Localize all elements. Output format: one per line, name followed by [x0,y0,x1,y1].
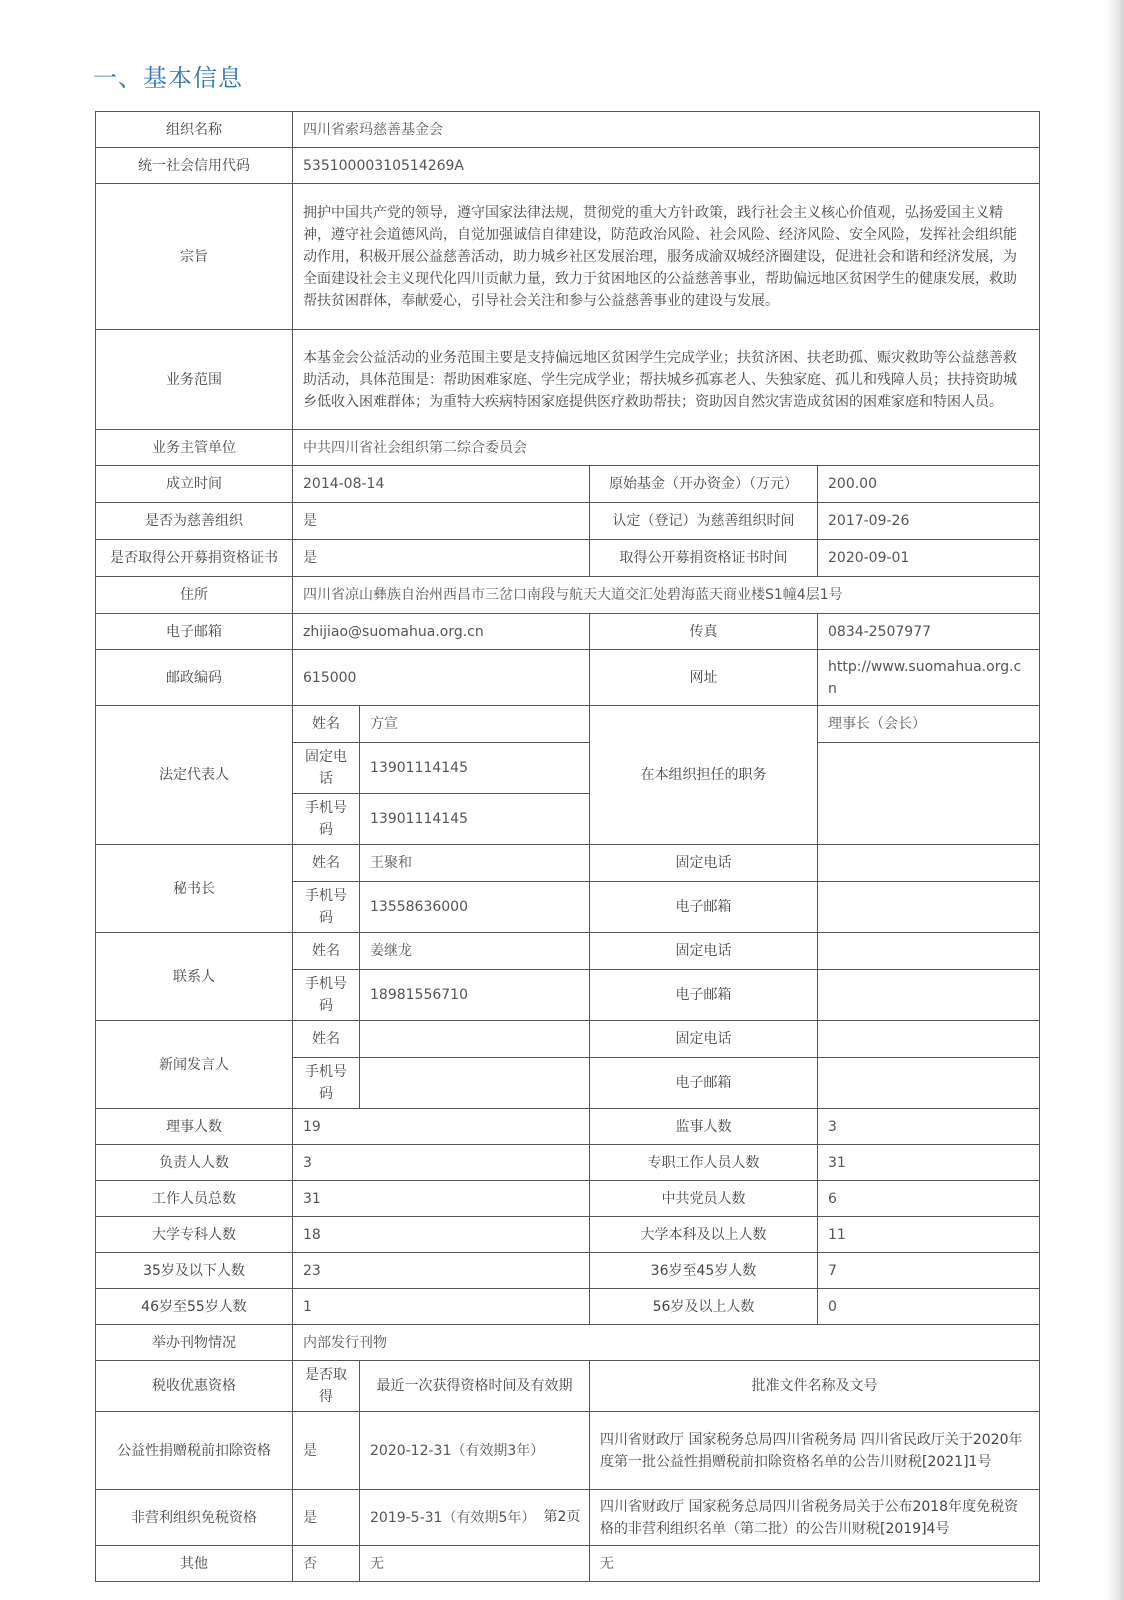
table-row [96,1253,1040,1289]
table-row [96,184,1040,330]
table-row [96,466,1040,503]
table-row [96,706,1040,743]
count-value-2: 31 [818,1145,1040,1181]
credit-code-label: 统一社会信用代码 [96,148,293,184]
count-label: 工作人员总数 [96,1181,293,1217]
legal-rep-position-label: 在本组织担任的职务 [590,706,818,845]
scope-label: 业务范围 [96,330,293,430]
count-label: 理事人数 [96,1109,293,1145]
tax-row-date: 2020-12-31（有效期3年） [360,1412,590,1490]
table-row [96,1181,1040,1217]
secretary-label: 秘书长 [96,845,293,933]
count-label-2: 大学本科及以上人数 [590,1217,818,1253]
contact-name: 姜继龙 [360,933,590,970]
tax-row-obtained: 否 [293,1546,360,1582]
secretary-mobile-label: 手机号码 [293,882,360,933]
tax-row-obtained: 是 [293,1412,360,1490]
secretary-name: 王聚和 [360,845,590,882]
page-number: 第2页 [543,1509,581,1525]
count-label: 大学专科人数 [96,1217,293,1253]
table-row [96,1546,1040,1582]
table-row [96,1325,1040,1361]
tax-row-doc: 四川省财政厅 国家税务总局四川省税务局 四川省民政厅关于2020年度第一批公益性捐赠税前扣除资格名单的公告川财税[2021]1号 [590,1412,1040,1490]
table-row [96,845,1040,882]
table-row [96,430,1040,466]
secretary-email [818,882,1040,933]
count-label: 35岁及以下人数 [96,1253,293,1289]
spokesperson-name [360,1021,590,1058]
table-row [96,1217,1040,1253]
secretary-phone [818,845,1040,882]
tax-header-obtained: 是否取得 [293,1361,360,1412]
tax-row-date: 无 [360,1546,590,1582]
spokesperson-mobile-label: 手机号码 [293,1058,360,1109]
count-value: 19 [293,1109,590,1145]
count-value-2: 7 [818,1253,1040,1289]
founded-label: 成立时间 [96,466,293,503]
contact-mobile: 18981556710 [360,970,590,1021]
count-label-2: 36岁至45岁人数 [590,1253,818,1289]
tax-header-date: 最近一次获得资格时间及有效期 [360,1361,590,1412]
table-row [96,503,1040,540]
count-value: 31 [293,1181,590,1217]
tax-row-label: 公益性捐赠税前扣除资格 [96,1412,293,1490]
contact-phone-label: 固定电话 [590,933,818,970]
postcode-value: 615000 [293,650,590,706]
tax-row-obtained: 是 [293,1490,360,1546]
table-row [96,1361,1040,1412]
table-row [96,1021,1040,1058]
tax-header-doc: 批准文件名称及文号 [590,1361,1040,1412]
table-row [96,650,1040,706]
charity-label: 是否为慈善组织 [96,503,293,540]
supervisor-label: 业务主管单位 [96,430,293,466]
charity-date-label: 认定（登记）为慈善组织时间 [590,503,818,540]
org-name-value: 四川省索玛慈善基金会 [293,112,1040,148]
secretary-mobile: 13558636000 [360,882,590,933]
legal-rep-name-label: 姓名 [293,706,360,743]
spokesperson-email-label: 电子邮箱 [590,1058,818,1109]
count-label-2: 中共党员人数 [590,1181,818,1217]
contact-phone [818,933,1040,970]
table-row [96,933,1040,970]
count-value: 18 [293,1217,590,1253]
table-row [96,1109,1040,1145]
tax-row-label: 非营利组织免税资格 [96,1490,293,1546]
secretary-phone-label: 固定电话 [590,845,818,882]
contact-name-label: 姓名 [293,933,360,970]
founded-value: 2014-08-14 [293,466,590,503]
purpose-value: 拥护中国共产党的领导，遵守国家法律法规，贯彻党的重大方针政策，践行社会主义核心价值观，弘扬爱国主义精神，遵守社会道德风尚，自觉加强诚信自律建设，防范政治风险、社会风险、经济风险、安全风险，发挥社会组织能动作用，积极开展公益慈善活动，助力城乡社区发展治理，服务成渝双城经济圈建设，促进社会和谐和经济发展，为全面建设社会主义现代化四川贡献力量，致力于贫困地区的公益慈善事业，帮助偏远地区贫困学生的健康发展，救助帮扶贫困群体，奉献爱心，引导社会关注和参与公益慈善事业的建设与发展。 [293,184,1040,330]
tax-row-label: 其他 [96,1546,293,1582]
count-value: 3 [293,1145,590,1181]
count-value-2: 3 [818,1109,1040,1145]
table-row [96,540,1040,577]
contact-mobile-label: 手机号码 [293,970,360,1021]
fundraising-value: 是 [293,540,590,577]
charity-value: 是 [293,503,590,540]
spokesperson-phone [818,1021,1040,1058]
count-value-2: 0 [818,1289,1040,1325]
spokesperson-label: 新闻发言人 [96,1021,293,1109]
count-value: 23 [293,1253,590,1289]
table-row [96,330,1040,430]
charity-date-value: 2017-09-26 [818,503,1040,540]
secretary-email-label: 电子邮箱 [590,882,818,933]
table-row [96,614,1040,650]
scan-page-edge [1106,0,1124,1600]
table-row [96,1412,1040,1490]
spokesperson-name-label: 姓名 [293,1021,360,1058]
legal-rep-mobile: 13901114145 [360,794,590,845]
count-label-2: 专职工作人员人数 [590,1145,818,1181]
credit-code-value: 53510000310514269A [293,148,1040,184]
supervisor-value: 中共四川省社会组织第二综合委员会 [293,430,1040,466]
legal-rep-phone-label: 固定电话 [293,743,360,794]
count-label-2: 56岁及以上人数 [590,1289,818,1325]
table-row [96,112,1040,148]
fax-value: 0834-2507977 [818,614,1040,650]
count-value: 1 [293,1289,590,1325]
table-row [96,1145,1040,1181]
count-label: 负责人人数 [96,1145,293,1181]
legal-rep-name: 方宣 [360,706,590,743]
contact-email-label: 电子邮箱 [590,970,818,1021]
postcode-label: 邮政编码 [96,650,293,706]
tax-header-label: 税收优惠资格 [96,1361,293,1412]
count-label: 46岁至55岁人数 [96,1289,293,1325]
spokesperson-email [818,1058,1040,1109]
legal-rep-mobile-label: 手机号码 [293,794,360,845]
table-row [96,148,1040,184]
address-label: 住所 [96,577,293,614]
count-label-2: 监事人数 [590,1109,818,1145]
spokesperson-phone-label: 固定电话 [590,1021,818,1058]
initial-fund-value: 200.00 [818,466,1040,503]
tax-row-date: 2019-5-31（有效期5年） [360,1490,590,1546]
count-value-2: 11 [818,1217,1040,1253]
table-row [96,1289,1040,1325]
contact-label: 联系人 [96,933,293,1021]
email-value: zhijiao@suomahua.org.cn [293,614,590,650]
fundraising-date-label: 取得公开募捐资格证书时间 [590,540,818,577]
initial-fund-label: 原始基金（开办资金）（万元） [590,466,818,503]
legal-rep-position: 理事长（会长） [818,706,1040,743]
email-label: 电子邮箱 [96,614,293,650]
address-value: 四川省凉山彝族自治州西昌市三岔口南段与航天大道交汇处碧海蓝天商业楼S1幢4层1号 [293,577,1040,614]
tax-row-doc: 无 [590,1546,1040,1582]
fax-label: 传真 [590,614,818,650]
secretary-name-label: 姓名 [293,845,360,882]
legal-rep-position-extra [818,743,1040,845]
fundraising-label: 是否取得公开募捐资格证书 [96,540,293,577]
scope-value: 本基金会公益活动的业务范围主要是支持偏远地区贫困学生完成学业；扶贫济困、扶老助孤、赈灾救助等公益慈善救助活动，具体范围是：帮助困难家庭、学生完成学业；帮扶城乡孤寡老人、失独家庭、孤儿和残障人员；扶持资助城乡低收入困难群体；为重特大疾病特困家庭提供医疗救助帮扶；资助因自然灾害造成贫困的困难家庭和特困人员。 [293,330,1040,430]
basic-info-table [95,111,1040,1582]
website-label: 网址 [590,650,818,706]
org-name-label: 组织名称 [96,112,293,148]
fundraising-date-value: 2020-09-01 [818,540,1040,577]
purpose-label: 宗旨 [96,184,293,330]
contact-email [818,970,1040,1021]
website-value: http://www.suomahua.org.cn [818,650,1040,706]
section-heading: 一、基本信息 [93,64,243,92]
legal-rep-phone: 13901114145 [360,743,590,794]
publication-value: 内部发行刊物 [293,1325,1040,1361]
count-value-2: 6 [818,1181,1040,1217]
publication-label: 举办刊物情况 [96,1325,293,1361]
legal-rep-label: 法定代表人 [96,706,293,845]
spokesperson-mobile [360,1058,590,1109]
tax-row-doc: 四川省财政厅 国家税务总局四川省税务局关于公布2018年度免税资格的非营利组织名单（第二批）的公告川财税[2019]4号 [590,1490,1040,1546]
table-row [96,577,1040,614]
